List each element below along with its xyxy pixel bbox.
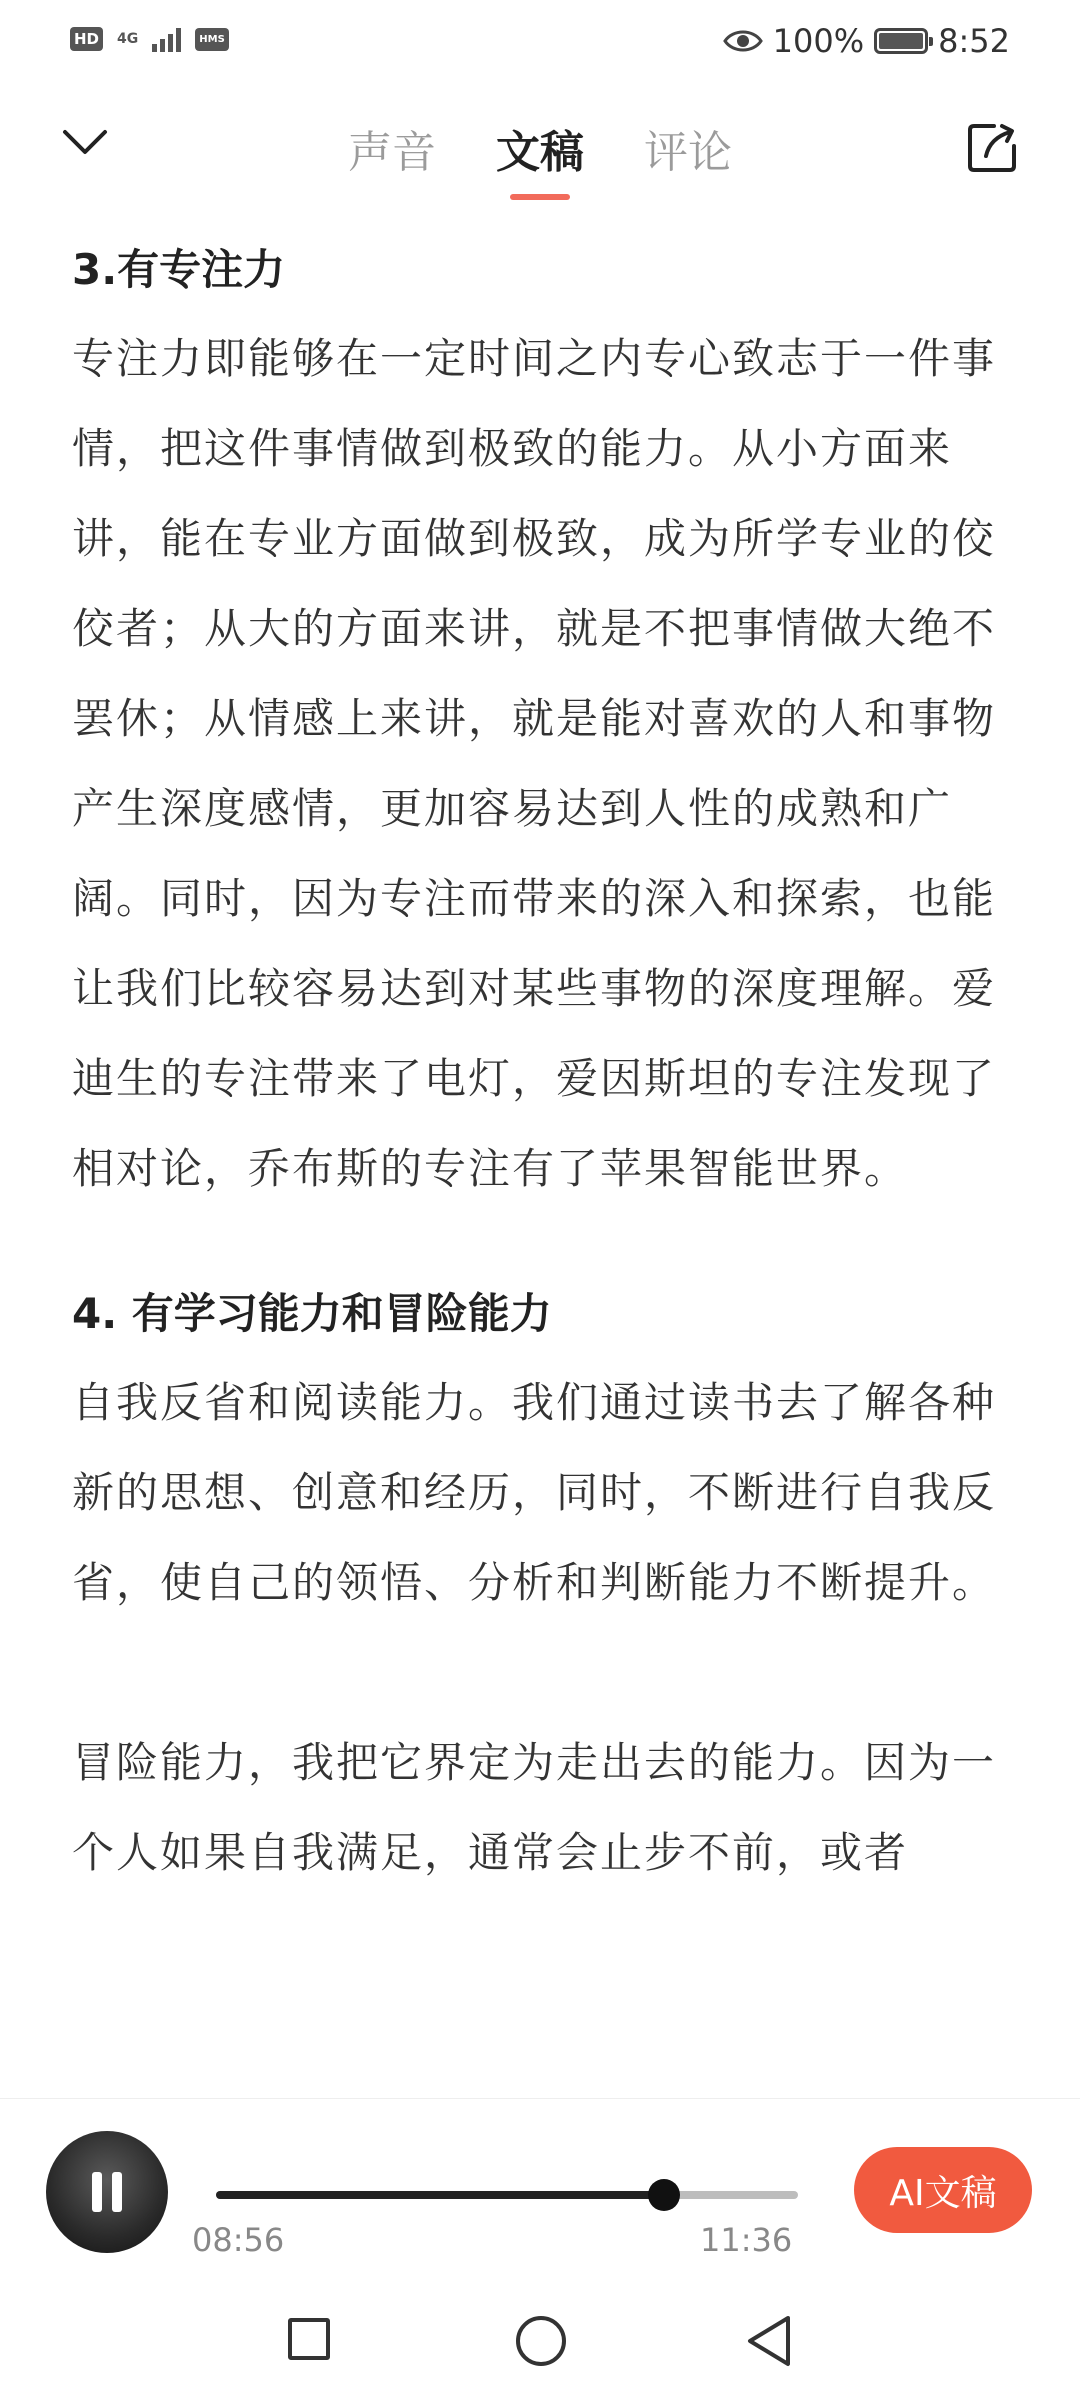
status-bar (0, 0, 1080, 96)
tab-audio[interactable]: 声音 (348, 127, 436, 178)
system-nav-bar (0, 2288, 1080, 2400)
tab-bar (0, 100, 1080, 200)
share-icon[interactable] (964, 120, 1020, 176)
progress-knob[interactable] (648, 2179, 680, 2211)
section-heading: 4. 有学习能力和冒险能力 (72, 1289, 552, 1338)
tab-comments[interactable]: 评论 (644, 127, 732, 178)
section-paragraph: 专注力即能够在一定时间之内专心致志于一件事情，把这件事情做到极致的能力。从小方面来讲，能在专业方面做到极致，成为所学专业的佼佼者；从大的方面来讲，就是不把事情做大绝不罢休；从情感上来讲，就是能对喜欢的人和事物产生深度感情，更加容易达到人性的成熟和广阔。同时，因为专注而带来的深入和探索，也能让我们比较容易达到对某些事物的深度理解。爱迪生的专注带来了电灯，爱因斯坦的专注发现了相对论，乔布斯的专注有了苹果智能世界。 (72, 334, 997, 1193)
recent-apps-button[interactable] (288, 2318, 330, 2360)
current-time: 08:56 (192, 2221, 285, 2259)
home-button[interactable] (516, 2316, 566, 2366)
ai-transcript-button[interactable]: AI文稿 (854, 2147, 1032, 2233)
tab-transcript[interactable]: 文稿 (496, 100, 584, 200)
section-paragraph: 自我反省和阅读能力。我们通过读书去了解各种新的思想、创意和经历，同时，不断进行自我反省，使自己的领悟、分析和判断能力不断提升。 (72, 1378, 997, 1607)
transcript-content (72, 240, 1008, 1898)
play-pause-button[interactable] (46, 2131, 168, 2253)
back-triangle-icon[interactable] (744, 2314, 794, 2368)
mini-player (0, 2098, 1080, 2289)
network-type: 4G (117, 31, 139, 47)
section-heading: 3.有专注力 (72, 245, 286, 294)
battery-icon (874, 28, 928, 54)
hms-icon: HMS (195, 28, 229, 51)
eye-icon (723, 27, 763, 55)
clock: 8:52 (938, 22, 1010, 60)
hd-icon: HD (70, 27, 103, 51)
status-right (723, 22, 1010, 60)
top-header (0, 100, 1080, 210)
status-left (70, 26, 229, 52)
progress-slider[interactable] (216, 2191, 798, 2199)
total-time: 11:36 (700, 2221, 793, 2259)
section-paragraph: 冒险能力，我把它界定为走出去的能力。因为一个人如果自我满足，通常会止步不前，或者 (72, 1738, 997, 1877)
progress-played (216, 2191, 664, 2199)
pause-icon (92, 2172, 122, 2212)
signal-icon (152, 26, 181, 52)
battery-percent: 100% (772, 22, 865, 60)
battery-fill (879, 33, 923, 49)
